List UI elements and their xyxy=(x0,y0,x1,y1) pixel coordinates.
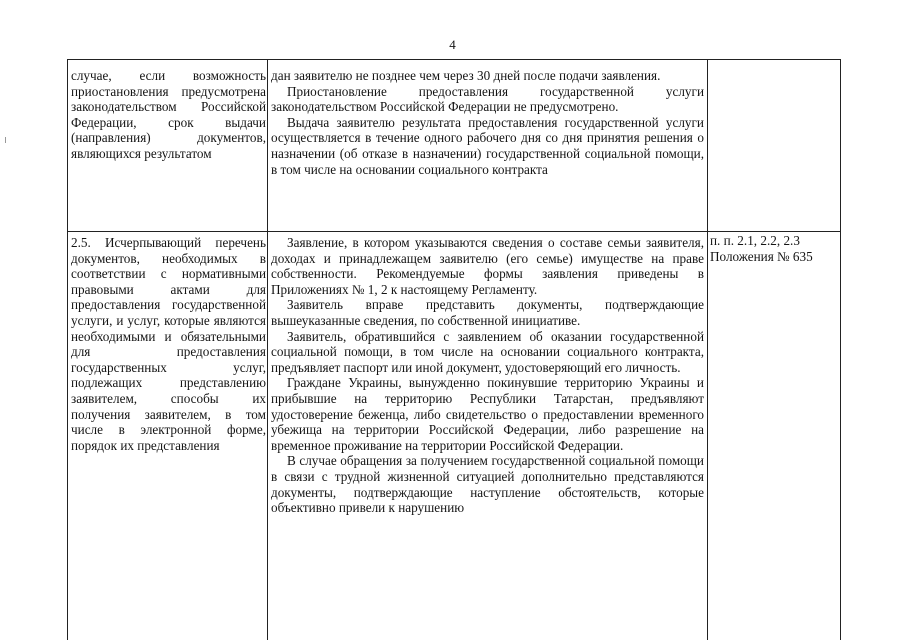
row1-paragraph: Приостановление предоставления государственной услуги законодательством Российской Федерации не предусмотрено. xyxy=(271,83,704,115)
page-number: 4 xyxy=(449,37,456,52)
row2-service-description: 2.5. Исчерпывающий перечень документов, необходимых в соответствии с нормативными правовыми актами для предоставления государственной услуги, и услуг, которые являются необходимыми и обязательными для предоставления государственных услуг, подлежащих представлению заявителем, способы их получения заявителем, в том числе в электронной форме, порядок их представления xyxy=(71,235,266,453)
table-left-border xyxy=(67,59,68,640)
row2-content xyxy=(271,235,704,516)
table-top-border xyxy=(67,59,841,60)
row1-paragraph: Выдача заявителю результата предоставления государственной услуги осуществляется в течение одного рабочего дня со дня принятия решения о назначении (об отказе в назначении) государственной социальной помощи, в том числе на основании социального контракта xyxy=(271,114,704,177)
table-right-border xyxy=(840,59,841,640)
row1-paragraph: дан заявителю не позднее чем через 30 дней после подачи заявления. xyxy=(271,68,661,83)
reference-clauses: п. п. 2.1, 2.2, 2.3 xyxy=(710,233,800,248)
row2-paragraph: Заявление, в котором указываются сведения о составе семьи заявителя, доходах и принадлежащем заявителю (его семье) имуществе на праве собственности. Рекомендуемые формы заявления приведены в Приложениях № 1, 2 к настоящему Регламенту. xyxy=(271,235,704,297)
reference-regulation: Положения № 635 xyxy=(710,248,813,264)
row2-legal-reference xyxy=(710,233,838,264)
row2-paragraph: Заявитель, обратившийся с заявлением об оказании государственной социальной помощи, в том числе на основании социального контракта, предъявляет паспорт или иной документ, удостоверяющий его личность. xyxy=(271,328,704,375)
row-divider xyxy=(67,231,841,232)
row1-service-description: случае, если возможность приостановления предусмотрена законодательством Российской Федерации, срок выдачи (направления) документов, являющихся результатом xyxy=(71,68,266,161)
row1-content xyxy=(271,68,704,177)
margin-mark xyxy=(5,137,6,143)
row2-paragraph: Граждане Украины, вынужденно покинувшие территорию Украины и прибывшие на территорию Республики Татарстан, предъявляют удостоверение беженца, либо свидетельство о предоставлении временного убежища на территории Российской Федерации, либо разрешение на временное проживание на территории Российской Федерации. xyxy=(271,375,704,453)
row2-paragraph: Заявитель вправе представить документы, подтверждающие вышеуказанные сведения, по собственной инициативе. xyxy=(271,297,704,328)
column-divider-2 xyxy=(707,59,708,640)
row2-paragraph: В случае обращения за получением государственной социальной помощи в связи с трудной жизненной ситуацией дополнительно представляются документы, подтверждающие наступление обстоятельств, которые объективно привели к нарушению xyxy=(271,453,704,516)
column-divider-1 xyxy=(267,59,268,640)
regulation-table xyxy=(67,59,841,640)
